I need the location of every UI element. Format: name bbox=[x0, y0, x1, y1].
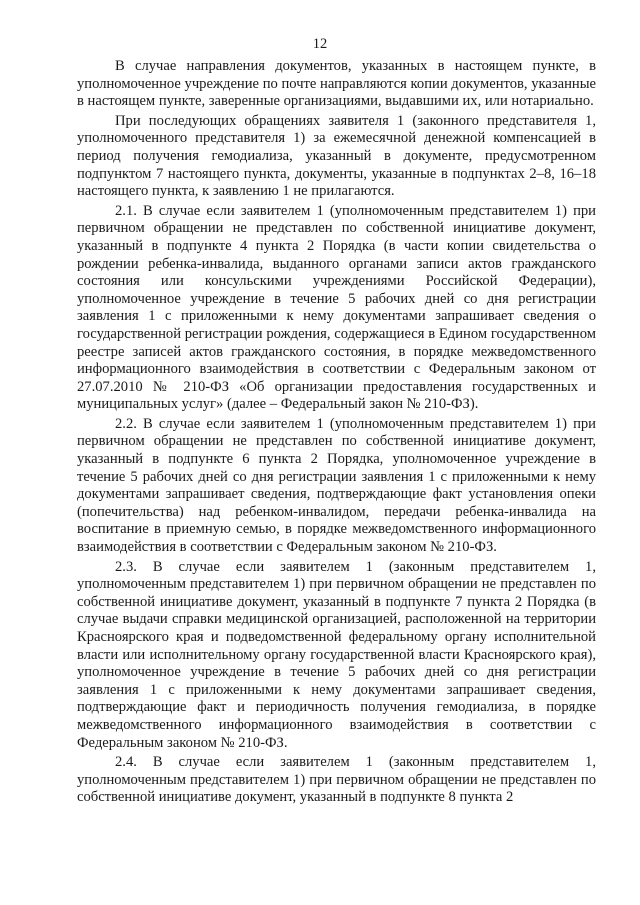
paragraph-copies-by-mail: В случае направления документов, указанных в настоящем пункте, в уполномоченное учреждение по почте направляются копии документов, указанные в настоящем пункте, заверенные организациями, выдавшими их, или нотариально. bbox=[77, 58, 596, 110]
page-number: 12 bbox=[312, 36, 328, 52]
document-body bbox=[77, 58, 596, 807]
paragraph-2-4: 2.4. В случае если заявителем 1 (законным представителем 1, уполномоченным представителем 1) при первичном обращении не представлен по собственной инициативе документ, указанный в подпункте 8 пункта 2 bbox=[77, 754, 596, 806]
paragraph-2-1: 2.1. В случае если заявителем 1 (уполномоченным представителем 1) при первичном обращении не представлен по собственной инициативе документ, указанный в подпункте 4 пункта 2 Порядка (в части копии свидетельства о рождении ребенка-инвалида, выданного органами записи актов гражданского состояния или консульскими учреждениями Российской Федерации), уполномоченное учреждение в течение 5 рабочих дней со дня регистрации заявления 1 с приложенными к нему документами запрашивает сведения о государственной регистрации рождения, содержащиеся в Едином государственном реестре записей актов гражданского состояния, в порядке межведомственного информационного взаимодействия в соответствии с Федеральным законом от 27.07.2010 № 210-ФЗ «Об организации предоставления государственных и муниципальных услуг» (далее – Федеральный закон № 210-ФЗ). bbox=[77, 202, 596, 413]
paragraph-2-2: 2.2. В случае если заявителем 1 (уполномоченным представителем 1) при первичном обращении не представлен по собственной инициативе документ, указанный в подпункте 6 пункта 2 Порядка, уполномоченное учреждение в течение 5 рабочих дней со дня регистрации заявления 1 с приложенными к нему документами запрашивает сведения, подтверждающие факт установления опеки (попечительства) над ребенком-инвалидом, передачи ребенка-инвалида на воспитание в приемную семью, в порядке межведомственного информационного взаимодействия в соответствии с Федеральным законом № 210-ФЗ. bbox=[77, 415, 596, 556]
paragraph-2-3: 2.3. В случае если заявителем 1 (законным представителем 1, уполномоченным представителем 1) при первичном обращении не представлен по собственной инициативе документ, указанный в подпункте 7 пункта 2 Порядка (в случае выдачи справки медицинской организацией, расположенной на территории Красноярского края и подведомственной федеральному органу исполнительной власти или исполнительному органу государственной власти Красноярского края), уполномоченное учреждение в течение 5 рабочих дней со дня регистрации заявления 1 с приложенными к нему документами запрашивает сведения, подтверждающие факт и периодичность получения гемодиализа, в порядке межведомственного информационного взаимодействия в соответствии с Федеральным законом № 210-ФЗ. bbox=[77, 558, 596, 751]
paragraph-subsequent-requests: При последующих обращениях заявителя 1 (законного представителя 1, уполномоченного представителя 1) за ежемесячной денежной компенсацией в период получения гемодиализа, указанный в документе, предусмотренном подпунктом 7 настоящего пункта, документы, указанные в подпунктах 2–8, 16–18 настоящего пункта, к заявлению 1 не прилагаются. bbox=[77, 112, 596, 200]
